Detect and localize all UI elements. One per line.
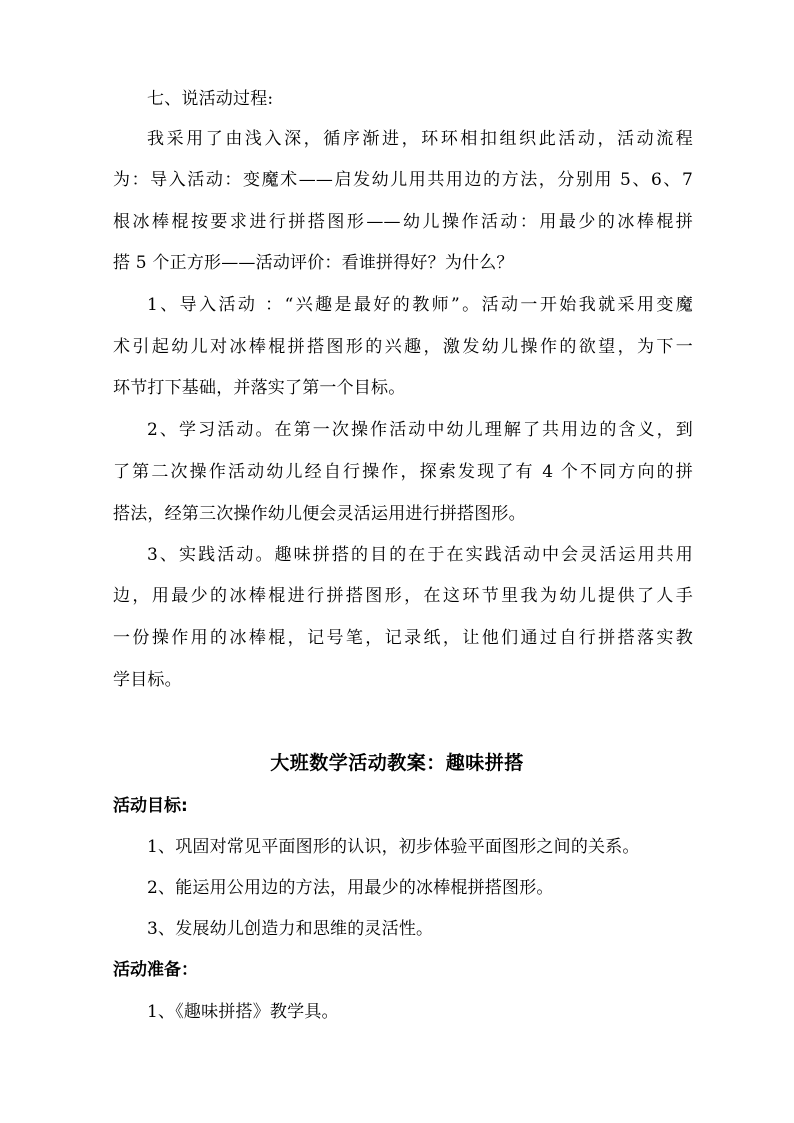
paragraph-line: 为：导入活动：变魔术——启发幼儿用共用边的方法，分别用 5、6、7: [113, 170, 693, 190]
prep-label: 活动准备：: [113, 960, 198, 980]
paragraph-line: 一份操作用的冰棒棍，记号笔，记录纸，让他们通过自行拼搭落实教: [113, 628, 693, 648]
paragraph-line: 搭法，经第三次操作幼儿便会灵活运用进行拼搭图形。: [113, 504, 526, 524]
paragraph-line: 学目标。: [113, 670, 182, 690]
goal-item: 2、能运用公用边的方法，用最少的冰棒棍拼搭图形。: [147, 878, 554, 898]
paragraph-line: 3、实践活动。趣味拼搭的目的在于在实践活动中会灵活运用共用: [147, 545, 693, 565]
paragraph-line: 边，用最少的冰棒棍进行拼搭图形，在这环节里我为幼儿提供了人手: [113, 586, 693, 606]
goals-label: 活动目标:: [113, 796, 188, 816]
paragraph-line: 2、学习活动。在第一次操作活动中幼儿理解了共用边的含义，到: [147, 420, 693, 440]
paragraph-line: 根冰棒棍按要求进行拼搭图形——幼儿操作活动：用最少的冰棒棍拼: [113, 212, 693, 232]
paragraph-line: 了第二次操作活动幼儿经自行操作，探索发现了有 4 个不同方向的拼: [113, 462, 693, 482]
paragraph-line: 1、导入活动 ：“兴趣是最好的教师”。活动一开始我就采用变魔: [147, 295, 693, 315]
paragraph-line: 环节打下基础，并落实了第一个目标。: [113, 378, 406, 398]
goal-item: 3、发展幼儿创造力和思维的灵活性。: [147, 919, 434, 939]
paragraph-line: 搭 5 个正方形——活动评价：看谁拼得好？为什么？: [113, 253, 514, 273]
goal-item: 1、巩固对常见平面图形的认识，初步体验平面图形之间的关系。: [147, 837, 640, 857]
lesson-title: 大班数学活动教案：趣味拼搭: [270, 752, 524, 774]
paragraph-line: 我采用了由浅入深，循序渐进，环环相扣组织此活动，活动流程: [147, 129, 693, 149]
prep-item: 1、《趣味拼搭》教学具。: [147, 1002, 339, 1022]
paragraph-line: 术引起幼儿对冰棒棍拼搭图形的兴趣，激发幼儿操作的欲望，为下一: [113, 337, 693, 357]
section-heading: 七、说活动过程:: [147, 89, 274, 109]
